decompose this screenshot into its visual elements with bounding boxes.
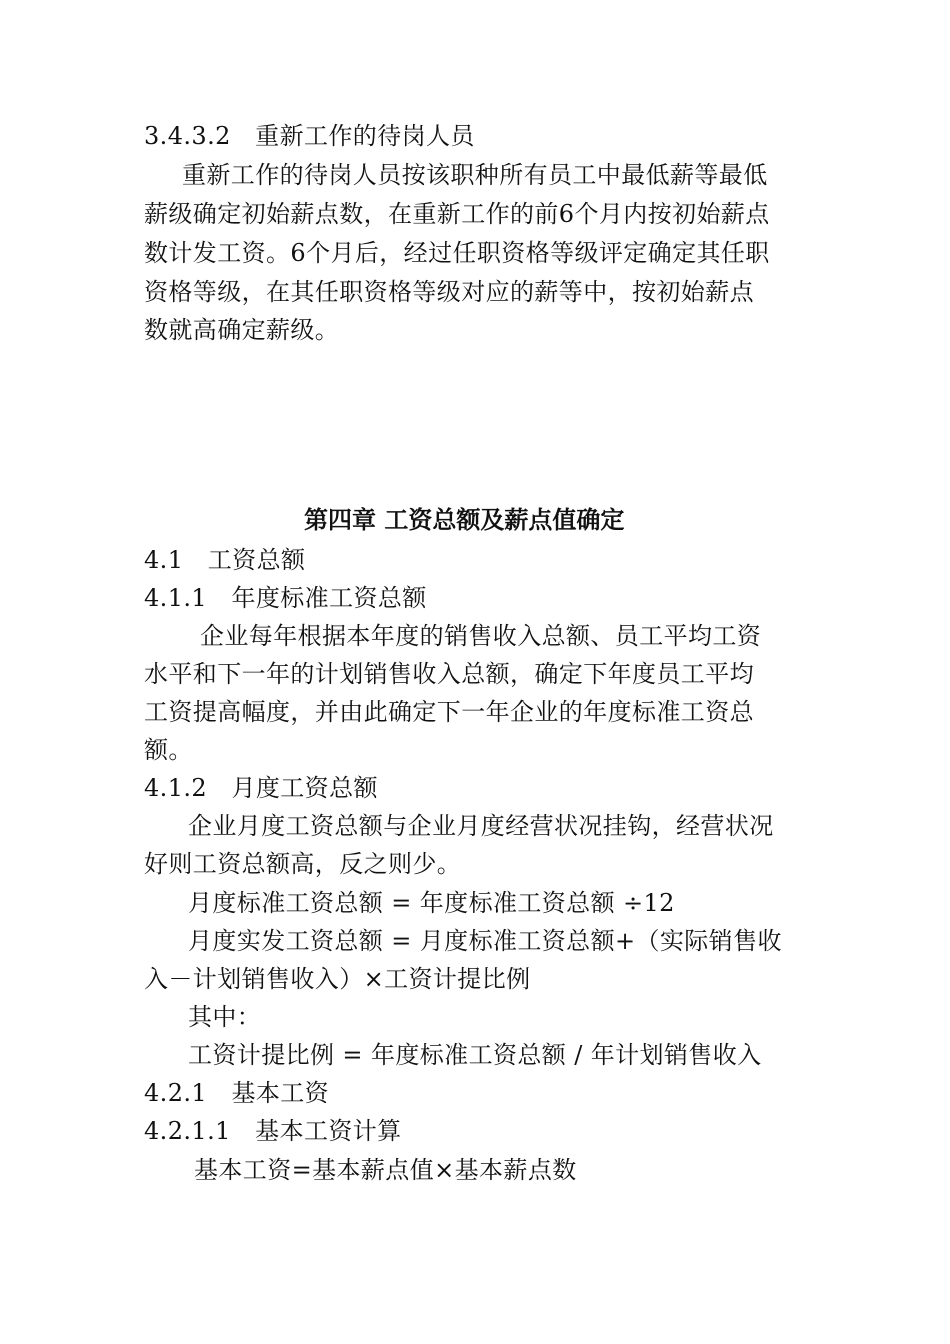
paragraph-line: 企业月度工资总额与企业月度经营状况挂钩，经营状况 xyxy=(188,812,774,840)
formula-monthly-standard: 月度标准工资总额 = 年度标准工资总额 ÷12 xyxy=(188,889,675,917)
paragraph-line: 重新工作的待岗人员按该职种所有员工中最低薪等最低 xyxy=(182,161,768,189)
formula-ratio: 工资计提比例 = 年度标准工资总额 / 年计划销售收入 xyxy=(188,1041,762,1069)
formula-basic-wage: 基本工资=基本薪点值×基本薪点数 xyxy=(194,1156,577,1184)
where-label: 其中： xyxy=(188,1003,262,1031)
paragraph-line: 数就高确定薪级。 xyxy=(144,316,340,344)
paragraph-line: 薪级确定初始薪点数，在重新工作的前6个月内按初始薪点 xyxy=(144,200,770,228)
paragraph-line: 数计发工资。6个月后，经过任职资格等级评定确定其任职 xyxy=(144,239,770,267)
paragraph-line: 额。 xyxy=(144,736,193,764)
paragraph-line: 好则工资总额高，反之则少。 xyxy=(144,850,462,878)
paragraph-line: 工资提高幅度，并由此确定下一年企业的年度标准工资总 xyxy=(144,698,754,726)
formula-monthly-actual-continued: 入－计划销售收入）×工资计提比例 xyxy=(144,965,531,993)
section-heading-3-4-3-2: 3.4.3.2 重新工作的待岗人员 xyxy=(144,122,475,150)
section-heading-4-2-1-1: 4.2.1.1 基本工资计算 xyxy=(144,1117,402,1145)
section-heading-4-1-2: 4.1.2 月度工资总额 xyxy=(144,774,378,802)
formula-monthly-actual: 月度实发工资总额 = 月度标准工资总额+（实际销售收 xyxy=(188,927,782,955)
paragraph-line: 资格等级，在其任职资格等级对应的薪等中，按初始薪点 xyxy=(144,278,754,306)
section-heading-4-1-1: 4.1.1 年度标准工资总额 xyxy=(144,584,427,612)
chapter-title: 第四章 工资总额及薪点值确定 xyxy=(304,506,625,534)
paragraph-line: 水平和下一年的计划销售收入总额，确定下年度员工平均 xyxy=(144,660,754,688)
section-heading-4-1: 4.1 工资总额 xyxy=(144,546,306,574)
section-heading-4-2-1: 4.2.1 基本工资 xyxy=(144,1079,330,1107)
paragraph-line: 企业每年根据本年度的销售收入总额、员工平均工资 xyxy=(200,622,762,650)
